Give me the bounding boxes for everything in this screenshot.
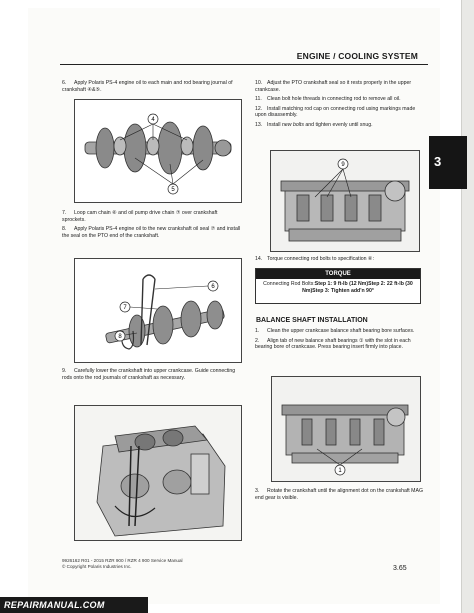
callout-8: 8 — [118, 334, 122, 340]
page-footer — [62, 558, 183, 570]
figure-cam-chain-seal — [74, 258, 242, 363]
chapter-tab[interactable] — [429, 136, 467, 189]
rod-caps-illustration — [271, 151, 419, 251]
bs-step-2: 2. Align tab of new balance shaft bearings ① with the slot in each bearing bore of crankcase. Press bearing insert firmly into place. — [255, 337, 411, 350]
step-11: 11. Clean bolt hole threads in connecting rod to remove all oil. — [255, 96, 401, 102]
torque-spec — [256, 279, 420, 296]
crankshaft-chain-illustration — [75, 259, 241, 362]
copyright: © Copyright Polaris Industries Inc. — [62, 564, 132, 569]
crankshaft-illustration — [75, 100, 241, 202]
torque-value: Step 1: 9 ft-lb (12 Nm)Step 2: 22 ft-lb (30 Nm)Step 3: Tighten add'n 90° — [302, 281, 413, 294]
torque-label: Connecting Rod Bolts: — [263, 281, 315, 287]
step-7: 7. Loop cam chain ⑥ and oil pump drive chain ⑦ over crankshaft sprockets. — [62, 210, 218, 223]
section-header: ENGINE / COOLING SYSTEM — [296, 51, 418, 61]
chapter-number: 3 — [434, 154, 442, 169]
figure-rod-caps — [270, 150, 420, 252]
page-edge — [461, 0, 474, 613]
bs-step-3: 3. Rotate the crankshaft until the alignment dot on the crankshaft MAG end gear is visible. — [255, 488, 423, 501]
steps-10-13 — [255, 80, 425, 131]
callout-1: 1 — [338, 468, 342, 474]
watermark[interactable]: REPAIRMANUAL.COM — [0, 597, 148, 613]
step-10: 10. Adjust the PTO crankshaft seal so it rests properly in the upper crankcase. — [255, 80, 412, 93]
torque-title: TORQUE — [256, 269, 420, 279]
callout-4: 4 — [151, 117, 155, 123]
step-6: 6. Apply Polaris PS-4 engine oil to each main and rod bearing journal of crankshaft ④&⑤. — [62, 80, 233, 93]
bs-step-1: 1. Clean the upper crankcase balance shaft bearing bore surfaces. — [255, 328, 415, 334]
header-rule — [60, 64, 428, 65]
step-12: 12. Install matching rod cap on connecting rod using markings made upon disassembly. — [255, 105, 416, 118]
figure-crankshaft-journals — [74, 99, 242, 203]
balance-shaft-heading: BALANCE SHAFT INSTALLATION — [256, 317, 368, 324]
figure-balance-shaft-bearings — [271, 376, 421, 482]
step-14: 14. Torque connecting rod bolts to specification ⑥: — [255, 256, 375, 262]
callout-5: 5 — [171, 187, 175, 193]
callout-7: 7 — [123, 305, 127, 311]
figure-crankcase-lowering — [74, 405, 242, 541]
page-number: 3.65 — [393, 565, 407, 572]
steps-7-8 — [62, 210, 242, 242]
balance-steps-1-2 — [255, 328, 425, 354]
callout-6: 6 — [211, 284, 215, 290]
balance-shaft-illustration — [272, 377, 420, 481]
step-13: 13. Install new bolts and tighten evenly until snug. — [255, 121, 373, 128]
callout-9: 9 — [341, 162, 345, 168]
manual-id: 9926162 R01 - 2015 RZR 900 / RZR 4 900 Service Manual — [62, 558, 183, 563]
crankcase-illustration — [75, 406, 241, 540]
step-8: 8. Apply Polaris PS-4 engine oil to the new crankshaft oil seal ⑦ and install the seal on the PTO end of the crankshaft. — [62, 226, 241, 239]
torque-spec-table — [255, 268, 421, 304]
step-9: 9. Carefully lower the crankshaft into upper crankcase. Guide connecting rods onto the rod journals of crankshaft as necessary. — [62, 368, 236, 381]
